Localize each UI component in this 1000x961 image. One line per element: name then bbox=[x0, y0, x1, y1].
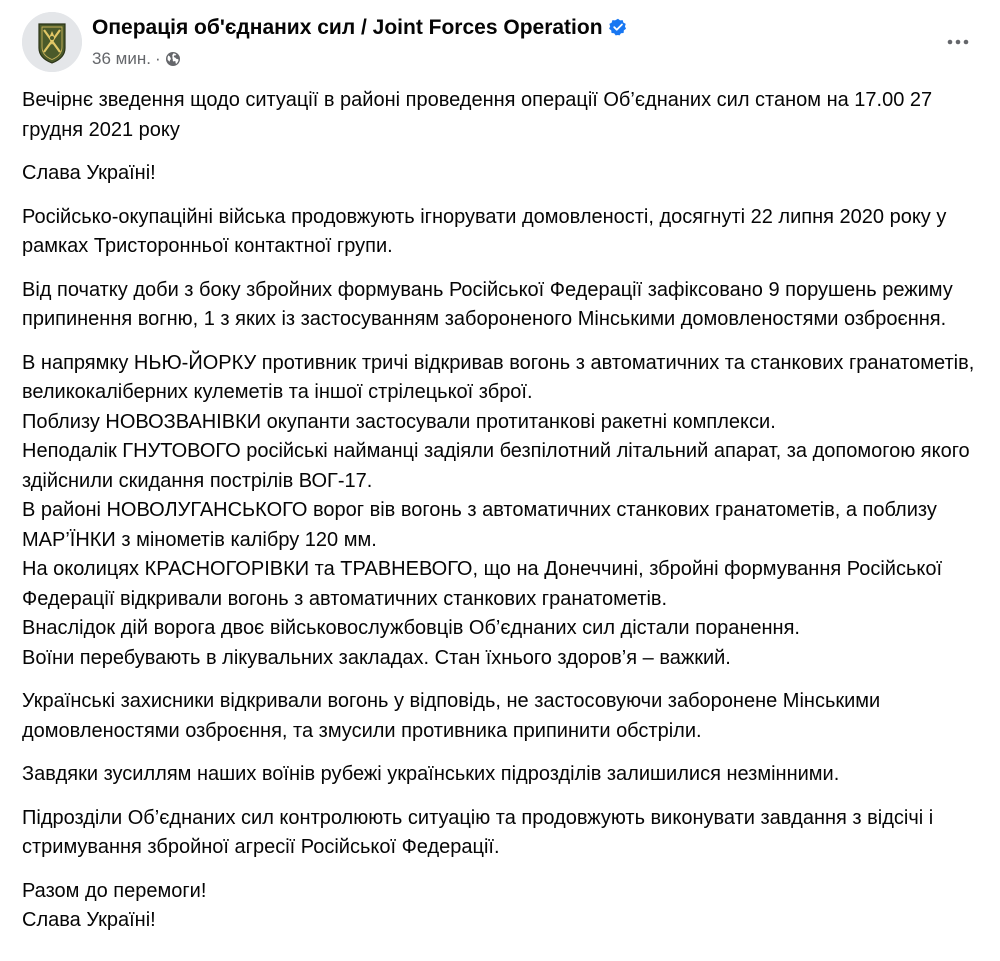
post-paragraph bbox=[22, 687, 982, 746]
post-text-line: Воїни перебувають в лікувальних закладах. Стан їхнього здоров’я – важкий. bbox=[22, 646, 731, 669]
page-name-link[interactable] bbox=[92, 16, 627, 40]
post-text-line: Поблизу НОВОЗВАНІВКИ окупанти застосували протитанкові ракетні комплекси. bbox=[22, 410, 776, 433]
post-paragraph bbox=[22, 86, 982, 145]
post-text-line: Неподалік ГНУТОВОГО російські найманці задіяли безпілотний літальний апарат, за допомогою якого здійснили скидання пострілів ВОГ-17. bbox=[22, 440, 970, 492]
post-text-line: Слава Україні! bbox=[22, 909, 156, 931]
post-header bbox=[22, 12, 978, 74]
more-options-button[interactable] bbox=[938, 22, 978, 62]
post-text-line: В напрямку НЬЮ-ЙОРКУ противник тричі відкривав вогонь з автоматичних та станкових гранатометів, великокаліберних кулеметів та іншої стрілецької зброї. bbox=[22, 351, 975, 403]
post-paragraph bbox=[22, 804, 982, 863]
post-text-line: Разом до перемоги! bbox=[22, 879, 207, 902]
globe-icon[interactable] bbox=[165, 51, 181, 67]
post-text-line: Від початку доби з боку збройних формувань Російської Федерації зафіксовано 9 порушень режиму припинення вогню, 1 з яких із застосуванням забороненого Мінськими домовленостями озброєння. bbox=[22, 278, 953, 330]
post-paragraph bbox=[22, 349, 982, 674]
post-paragraph bbox=[22, 760, 982, 790]
post-paragraph bbox=[22, 276, 982, 335]
post-text-line: Внаслідок дій ворога двоє військовослужбовців Об’єднаних сил дістали поранення. bbox=[22, 617, 800, 639]
post-text-line: Українські захисники відкривали вогонь у відповідь, не застосовуючи заборонене Мінськими домовленостями озброєння, та змусили противника припинити обстріли. bbox=[22, 690, 881, 742]
page-name-text[interactable]: Операція об'єднаних сил / Joint Forces Operation bbox=[92, 16, 603, 39]
post-meta bbox=[92, 49, 181, 69]
verified-badge-icon bbox=[609, 18, 627, 36]
post-text-line: Завдяки зусиллям наших воїнів рубежі українських підрозділів залишилися незмінними. bbox=[22, 763, 840, 785]
post-paragraph bbox=[22, 877, 982, 936]
post-text-line: Російсько-окупаційні війська продовжують ігнорувати домовленості, досягнуті 22 липня 2020 року у рамках Тристоронньої контактної групи. bbox=[22, 205, 947, 257]
joint-forces-emblem-icon bbox=[22, 12, 82, 72]
more-options-icon bbox=[946, 38, 970, 46]
post-text-line: Підрозділи Об’єднаних сил контролюють ситуацію та продовжують виконувати завдання з відсічі і стримування збройної агресії Російської Федерації. bbox=[22, 806, 934, 858]
post-paragraph bbox=[22, 203, 982, 262]
meta-separator: · bbox=[154, 49, 161, 68]
post-paragraph bbox=[22, 159, 982, 189]
post-timestamp[interactable]: 36 мин. bbox=[92, 49, 151, 68]
post-text-line: В районі НОВОЛУГАНСЬКОГО ворог вів вогонь з автоматичних станкових гранатометів, а поблизу МАР’ЇНКИ з мінометів калібру 120 мм. bbox=[22, 499, 937, 551]
post-text-line: На околицях КРАСНОГОРІВКИ та ТРАВНЕВОГО, що на Донеччині, збройні формування Російської Федерації відкривали вогонь з автоматичних станкових гранатометів. bbox=[22, 558, 943, 610]
post-text-line: Вечірнє зведення щодо ситуації в районі проведення операції Об’єднаних сил станом на 17.00 27 грудня 2021 року bbox=[22, 89, 933, 141]
post-message bbox=[22, 86, 982, 950]
avatar[interactable] bbox=[22, 12, 82, 72]
post-text-line: Слава Україні! bbox=[22, 162, 156, 184]
